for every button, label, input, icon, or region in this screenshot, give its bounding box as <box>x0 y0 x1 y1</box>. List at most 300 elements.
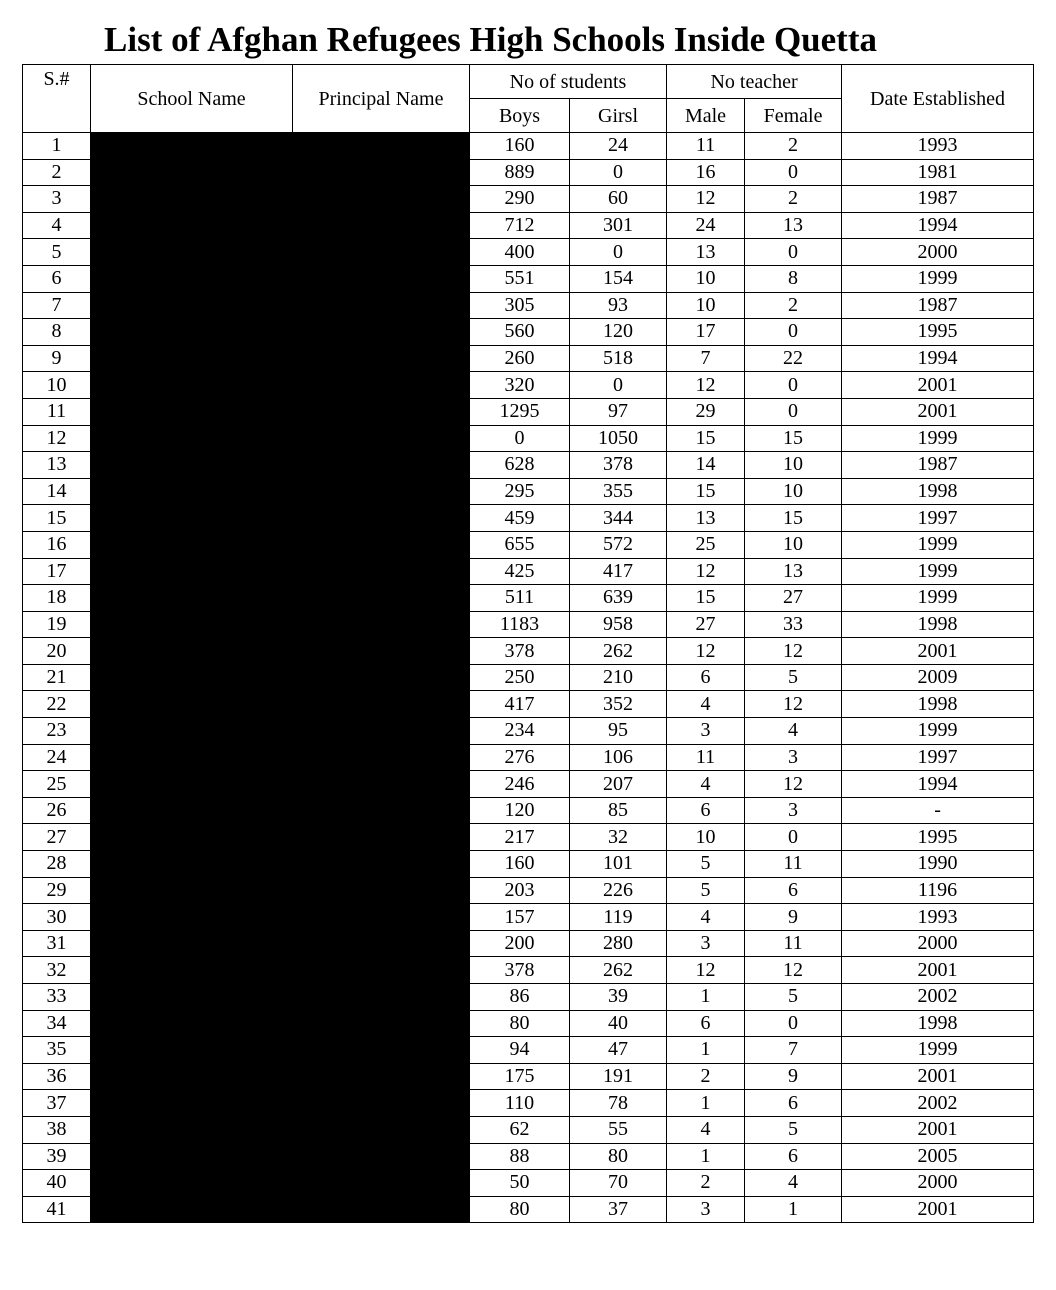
cell-principal-name-redacted <box>293 1196 470 1223</box>
cell-principal-name-redacted <box>293 904 470 931</box>
cell-date-established: 1196 <box>842 877 1034 904</box>
cell-school-name-redacted <box>91 957 293 984</box>
cell-principal-name-redacted <box>293 797 470 824</box>
cell-sno: 13 <box>23 452 91 479</box>
cell-girls: 262 <box>570 638 667 665</box>
table-row <box>23 319 1034 346</box>
cell-female-teachers: 15 <box>745 505 842 532</box>
cell-girls: 32 <box>570 824 667 851</box>
cell-male-teachers: 3 <box>667 1196 745 1223</box>
cell-boys: 94 <box>470 1037 570 1064</box>
cell-boys: 160 <box>470 133 570 160</box>
cell-girls: 93 <box>570 292 667 319</box>
cell-boys: 157 <box>470 904 570 931</box>
cell-female-teachers: 22 <box>745 345 842 372</box>
cell-sno: 37 <box>23 1090 91 1117</box>
cell-school-name-redacted <box>91 611 293 638</box>
header-students: No of students <box>470 65 667 99</box>
cell-principal-name-redacted <box>293 531 470 558</box>
cell-girls: 106 <box>570 744 667 771</box>
table-row <box>23 744 1034 771</box>
cell-male-teachers: 5 <box>667 877 745 904</box>
cell-girls: 40 <box>570 1010 667 1037</box>
cell-sno: 25 <box>23 771 91 798</box>
cell-school-name-redacted <box>91 292 293 319</box>
cell-school-name-redacted <box>91 398 293 425</box>
cell-male-teachers: 1 <box>667 1037 745 1064</box>
cell-boys: 234 <box>470 718 570 745</box>
table-row <box>23 558 1034 585</box>
cell-male-teachers: 16 <box>667 159 745 186</box>
cell-school-name-redacted <box>91 797 293 824</box>
cell-girls: 378 <box>570 452 667 479</box>
cell-date-established: 1994 <box>842 771 1034 798</box>
cell-school-name-redacted <box>91 1196 293 1223</box>
table-row <box>23 877 1034 904</box>
cell-female-teachers: 6 <box>745 1090 842 1117</box>
cell-boys: 1295 <box>470 398 570 425</box>
cell-male-teachers: 3 <box>667 718 745 745</box>
cell-sno: 41 <box>23 1196 91 1223</box>
cell-boys: 62 <box>470 1116 570 1143</box>
cell-school-name-redacted <box>91 824 293 851</box>
cell-boys: 290 <box>470 186 570 213</box>
cell-boys: 120 <box>470 797 570 824</box>
table-row <box>23 1143 1034 1170</box>
cell-principal-name-redacted <box>293 984 470 1011</box>
cell-male-teachers: 6 <box>667 1010 745 1037</box>
cell-boys: 889 <box>470 159 570 186</box>
table-row <box>23 531 1034 558</box>
cell-sno: 19 <box>23 611 91 638</box>
cell-sno: 23 <box>23 718 91 745</box>
cell-sno: 38 <box>23 1116 91 1143</box>
cell-girls: 37 <box>570 1196 667 1223</box>
cell-male-teachers: 11 <box>667 133 745 160</box>
cell-sno: 16 <box>23 531 91 558</box>
cell-girls: 80 <box>570 1143 667 1170</box>
cell-date-established: 2001 <box>842 372 1034 399</box>
cell-boys: 305 <box>470 292 570 319</box>
cell-male-teachers: 1 <box>667 1090 745 1117</box>
cell-girls: 226 <box>570 877 667 904</box>
cell-school-name-redacted <box>91 265 293 292</box>
cell-girls: 207 <box>570 771 667 798</box>
cell-girls: 0 <box>570 239 667 266</box>
table-row <box>23 611 1034 638</box>
cell-school-name-redacted <box>91 452 293 479</box>
cell-school-name-redacted <box>91 638 293 665</box>
cell-principal-name-redacted <box>293 452 470 479</box>
schools-table <box>22 64 1034 1223</box>
cell-principal-name-redacted <box>293 1090 470 1117</box>
header-principal-name: Principal Name <box>293 65 470 133</box>
table-row <box>23 824 1034 851</box>
cell-male-teachers: 10 <box>667 292 745 319</box>
table-row <box>23 1116 1034 1143</box>
page-title: List of Afghan Refugees High Schools Inside Quetta <box>104 20 877 59</box>
cell-male-teachers: 4 <box>667 771 745 798</box>
cell-girls: 639 <box>570 585 667 612</box>
cell-date-established: 1995 <box>842 319 1034 346</box>
cell-girls: 355 <box>570 478 667 505</box>
header-date-established: Date Established <box>842 65 1034 133</box>
cell-female-teachers: 2 <box>745 292 842 319</box>
cell-boys: 200 <box>470 930 570 957</box>
cell-female-teachers: 8 <box>745 265 842 292</box>
cell-male-teachers: 6 <box>667 797 745 824</box>
cell-principal-name-redacted <box>293 505 470 532</box>
cell-sno: 26 <box>23 797 91 824</box>
cell-boys: 320 <box>470 372 570 399</box>
cell-boys: 459 <box>470 505 570 532</box>
cell-principal-name-redacted <box>293 957 470 984</box>
table-row <box>23 398 1034 425</box>
cell-sno: 36 <box>23 1063 91 1090</box>
cell-female-teachers: 13 <box>745 558 842 585</box>
cell-boys: 628 <box>470 452 570 479</box>
cell-date-established: - <box>842 797 1034 824</box>
cell-school-name-redacted <box>91 1090 293 1117</box>
cell-male-teachers: 6 <box>667 664 745 691</box>
cell-boys: 417 <box>470 691 570 718</box>
cell-boys: 378 <box>470 638 570 665</box>
cell-sno: 15 <box>23 505 91 532</box>
cell-school-name-redacted <box>91 186 293 213</box>
cell-date-established: 1987 <box>842 452 1034 479</box>
cell-male-teachers: 10 <box>667 824 745 851</box>
cell-boys: 88 <box>470 1143 570 1170</box>
cell-principal-name-redacted <box>293 212 470 239</box>
cell-girls: 85 <box>570 797 667 824</box>
cell-girls: 280 <box>570 930 667 957</box>
table-row <box>23 1170 1034 1197</box>
cell-school-name-redacted <box>91 1170 293 1197</box>
cell-boys: 712 <box>470 212 570 239</box>
cell-date-established: 2002 <box>842 1090 1034 1117</box>
header-teachers: No teacher <box>667 65 842 99</box>
cell-girls: 0 <box>570 372 667 399</box>
cell-female-teachers: 7 <box>745 1037 842 1064</box>
cell-boys: 1183 <box>470 611 570 638</box>
cell-boys: 80 <box>470 1010 570 1037</box>
cell-boys: 80 <box>470 1196 570 1223</box>
cell-female-teachers: 0 <box>745 159 842 186</box>
cell-male-teachers: 10 <box>667 265 745 292</box>
cell-school-name-redacted <box>91 1116 293 1143</box>
cell-sno: 30 <box>23 904 91 931</box>
cell-girls: 95 <box>570 718 667 745</box>
cell-principal-name-redacted <box>293 478 470 505</box>
table-row <box>23 851 1034 878</box>
cell-school-name-redacted <box>91 851 293 878</box>
cell-male-teachers: 13 <box>667 239 745 266</box>
cell-female-teachers: 10 <box>745 478 842 505</box>
cell-principal-name-redacted <box>293 319 470 346</box>
cell-sno: 5 <box>23 239 91 266</box>
cell-principal-name-redacted <box>293 611 470 638</box>
cell-female-teachers: 2 <box>745 186 842 213</box>
cell-date-established: 1999 <box>842 425 1034 452</box>
cell-date-established: 2000 <box>842 1170 1034 1197</box>
cell-school-name-redacted <box>91 1037 293 1064</box>
cell-boys: 295 <box>470 478 570 505</box>
cell-boys: 0 <box>470 425 570 452</box>
cell-principal-name-redacted <box>293 1063 470 1090</box>
cell-girls: 417 <box>570 558 667 585</box>
cell-date-established: 1997 <box>842 505 1034 532</box>
cell-male-teachers: 4 <box>667 904 745 931</box>
cell-female-teachers: 0 <box>745 398 842 425</box>
cell-principal-name-redacted <box>293 239 470 266</box>
cell-school-name-redacted <box>91 133 293 160</box>
cell-sno: 3 <box>23 186 91 213</box>
cell-school-name-redacted <box>91 159 293 186</box>
cell-female-teachers: 15 <box>745 425 842 452</box>
cell-boys: 400 <box>470 239 570 266</box>
cell-girls: 60 <box>570 186 667 213</box>
cell-male-teachers: 12 <box>667 638 745 665</box>
cell-female-teachers: 0 <box>745 1010 842 1037</box>
cell-date-established: 1999 <box>842 265 1034 292</box>
cell-date-established: 2005 <box>842 1143 1034 1170</box>
cell-boys: 246 <box>470 771 570 798</box>
cell-female-teachers: 0 <box>745 824 842 851</box>
table-row <box>23 265 1034 292</box>
cell-boys: 217 <box>470 824 570 851</box>
cell-male-teachers: 27 <box>667 611 745 638</box>
cell-girls: 958 <box>570 611 667 638</box>
cell-date-established: 2009 <box>842 664 1034 691</box>
cell-female-teachers: 11 <box>745 851 842 878</box>
cell-sno: 31 <box>23 930 91 957</box>
cell-boys: 175 <box>470 1063 570 1090</box>
cell-date-established: 1990 <box>842 851 1034 878</box>
cell-boys: 378 <box>470 957 570 984</box>
cell-boys: 655 <box>470 531 570 558</box>
cell-female-teachers: 33 <box>745 611 842 638</box>
table-row <box>23 425 1034 452</box>
cell-principal-name-redacted <box>293 345 470 372</box>
cell-girls: 1050 <box>570 425 667 452</box>
table-row <box>23 691 1034 718</box>
cell-girls: 97 <box>570 398 667 425</box>
cell-school-name-redacted <box>91 1010 293 1037</box>
table-row <box>23 957 1034 984</box>
cell-girls: 119 <box>570 904 667 931</box>
table-row <box>23 133 1034 160</box>
cell-principal-name-redacted <box>293 585 470 612</box>
cell-sno: 12 <box>23 425 91 452</box>
cell-sno: 1 <box>23 133 91 160</box>
table-row <box>23 797 1034 824</box>
cell-male-teachers: 15 <box>667 478 745 505</box>
table-row <box>23 505 1034 532</box>
cell-boys: 551 <box>470 265 570 292</box>
cell-sno: 24 <box>23 744 91 771</box>
cell-date-established: 2002 <box>842 984 1034 1011</box>
cell-date-established: 2000 <box>842 930 1034 957</box>
cell-boys: 50 <box>470 1170 570 1197</box>
cell-girls: 262 <box>570 957 667 984</box>
cell-male-teachers: 12 <box>667 558 745 585</box>
cell-girls: 154 <box>570 265 667 292</box>
cell-female-teachers: 3 <box>745 797 842 824</box>
cell-male-teachers: 12 <box>667 957 745 984</box>
cell-date-established: 1999 <box>842 585 1034 612</box>
cell-male-teachers: 1 <box>667 984 745 1011</box>
header-male: Male <box>667 99 745 133</box>
table-header <box>23 65 1034 133</box>
cell-principal-name-redacted <box>293 824 470 851</box>
cell-female-teachers: 13 <box>745 212 842 239</box>
cell-school-name-redacted <box>91 984 293 1011</box>
cell-male-teachers: 4 <box>667 691 745 718</box>
cell-female-teachers: 12 <box>745 638 842 665</box>
cell-female-teachers: 10 <box>745 452 842 479</box>
cell-sno: 29 <box>23 877 91 904</box>
table-row <box>23 1010 1034 1037</box>
cell-school-name-redacted <box>91 585 293 612</box>
cell-girls: 55 <box>570 1116 667 1143</box>
cell-girls: 70 <box>570 1170 667 1197</box>
cell-boys: 110 <box>470 1090 570 1117</box>
cell-girls: 24 <box>570 133 667 160</box>
cell-principal-name-redacted <box>293 664 470 691</box>
cell-female-teachers: 5 <box>745 1116 842 1143</box>
cell-boys: 260 <box>470 345 570 372</box>
cell-male-teachers: 3 <box>667 930 745 957</box>
cell-school-name-redacted <box>91 372 293 399</box>
table-row <box>23 372 1034 399</box>
table-row <box>23 718 1034 745</box>
cell-school-name-redacted <box>91 904 293 931</box>
cell-male-teachers: 2 <box>667 1170 745 1197</box>
cell-principal-name-redacted <box>293 771 470 798</box>
cell-female-teachers: 4 <box>745 1170 842 1197</box>
cell-female-teachers: 12 <box>745 771 842 798</box>
cell-male-teachers: 17 <box>667 319 745 346</box>
cell-female-teachers: 0 <box>745 239 842 266</box>
table-row <box>23 771 1034 798</box>
cell-sno: 32 <box>23 957 91 984</box>
cell-boys: 86 <box>470 984 570 1011</box>
table-row <box>23 292 1034 319</box>
cell-principal-name-redacted <box>293 372 470 399</box>
table-row <box>23 1090 1034 1117</box>
cell-principal-name-redacted <box>293 1037 470 1064</box>
cell-date-established: 2001 <box>842 1116 1034 1143</box>
cell-principal-name-redacted <box>293 159 470 186</box>
cell-school-name-redacted <box>91 718 293 745</box>
cell-school-name-redacted <box>91 212 293 239</box>
cell-female-teachers: 11 <box>745 930 842 957</box>
cell-male-teachers: 29 <box>667 398 745 425</box>
cell-sno: 8 <box>23 319 91 346</box>
cell-female-teachers: 1 <box>745 1196 842 1223</box>
cell-male-teachers: 1 <box>667 1143 745 1170</box>
cell-date-established: 1987 <box>842 186 1034 213</box>
cell-principal-name-redacted <box>293 186 470 213</box>
table-row <box>23 1063 1034 1090</box>
cell-female-teachers: 10 <box>745 531 842 558</box>
cell-date-established: 1993 <box>842 133 1034 160</box>
cell-principal-name-redacted <box>293 133 470 160</box>
table-row <box>23 478 1034 505</box>
header-female: Female <box>745 99 842 133</box>
cell-date-established: 1998 <box>842 1010 1034 1037</box>
cell-boys: 203 <box>470 877 570 904</box>
table-row <box>23 212 1034 239</box>
table-row <box>23 664 1034 691</box>
cell-female-teachers: 9 <box>745 1063 842 1090</box>
table-row <box>23 638 1034 665</box>
cell-date-established: 1994 <box>842 345 1034 372</box>
cell-school-name-redacted <box>91 771 293 798</box>
cell-principal-name-redacted <box>293 265 470 292</box>
cell-female-teachers: 4 <box>745 718 842 745</box>
cell-female-teachers: 2 <box>745 133 842 160</box>
cell-sno: 10 <box>23 372 91 399</box>
cell-school-name-redacted <box>91 319 293 346</box>
cell-sno: 22 <box>23 691 91 718</box>
cell-school-name-redacted <box>91 345 293 372</box>
cell-sno: 9 <box>23 345 91 372</box>
cell-male-teachers: 15 <box>667 425 745 452</box>
cell-date-established: 1987 <box>842 292 1034 319</box>
cell-date-established: 1999 <box>842 1037 1034 1064</box>
table-row <box>23 345 1034 372</box>
cell-male-teachers: 25 <box>667 531 745 558</box>
cell-male-teachers: 7 <box>667 345 745 372</box>
cell-principal-name-redacted <box>293 638 470 665</box>
cell-school-name-redacted <box>91 425 293 452</box>
cell-date-established: 1998 <box>842 478 1034 505</box>
table-row <box>23 1196 1034 1223</box>
cell-girls: 210 <box>570 664 667 691</box>
cell-date-established: 2001 <box>842 1063 1034 1090</box>
cell-girls: 78 <box>570 1090 667 1117</box>
cell-sno: 6 <box>23 265 91 292</box>
cell-girls: 344 <box>570 505 667 532</box>
cell-girls: 39 <box>570 984 667 1011</box>
cell-school-name-redacted <box>91 664 293 691</box>
cell-female-teachers: 6 <box>745 877 842 904</box>
table-row <box>23 930 1034 957</box>
cell-date-established: 1998 <box>842 611 1034 638</box>
cell-male-teachers: 4 <box>667 1116 745 1143</box>
cell-principal-name-redacted <box>293 718 470 745</box>
cell-girls: 0 <box>570 159 667 186</box>
cell-female-teachers: 6 <box>745 1143 842 1170</box>
cell-male-teachers: 24 <box>667 212 745 239</box>
cell-principal-name-redacted <box>293 1010 470 1037</box>
header-row-top <box>23 65 1034 99</box>
cell-principal-name-redacted <box>293 1170 470 1197</box>
cell-sno: 18 <box>23 585 91 612</box>
cell-sno: 20 <box>23 638 91 665</box>
cell-date-established: 1993 <box>842 904 1034 931</box>
cell-girls: 101 <box>570 851 667 878</box>
cell-date-established: 1981 <box>842 159 1034 186</box>
cell-sno: 28 <box>23 851 91 878</box>
cell-date-established: 1995 <box>842 824 1034 851</box>
cell-school-name-redacted <box>91 691 293 718</box>
cell-school-name-redacted <box>91 930 293 957</box>
cell-male-teachers: 11 <box>667 744 745 771</box>
cell-girls: 572 <box>570 531 667 558</box>
cell-male-teachers: 14 <box>667 452 745 479</box>
